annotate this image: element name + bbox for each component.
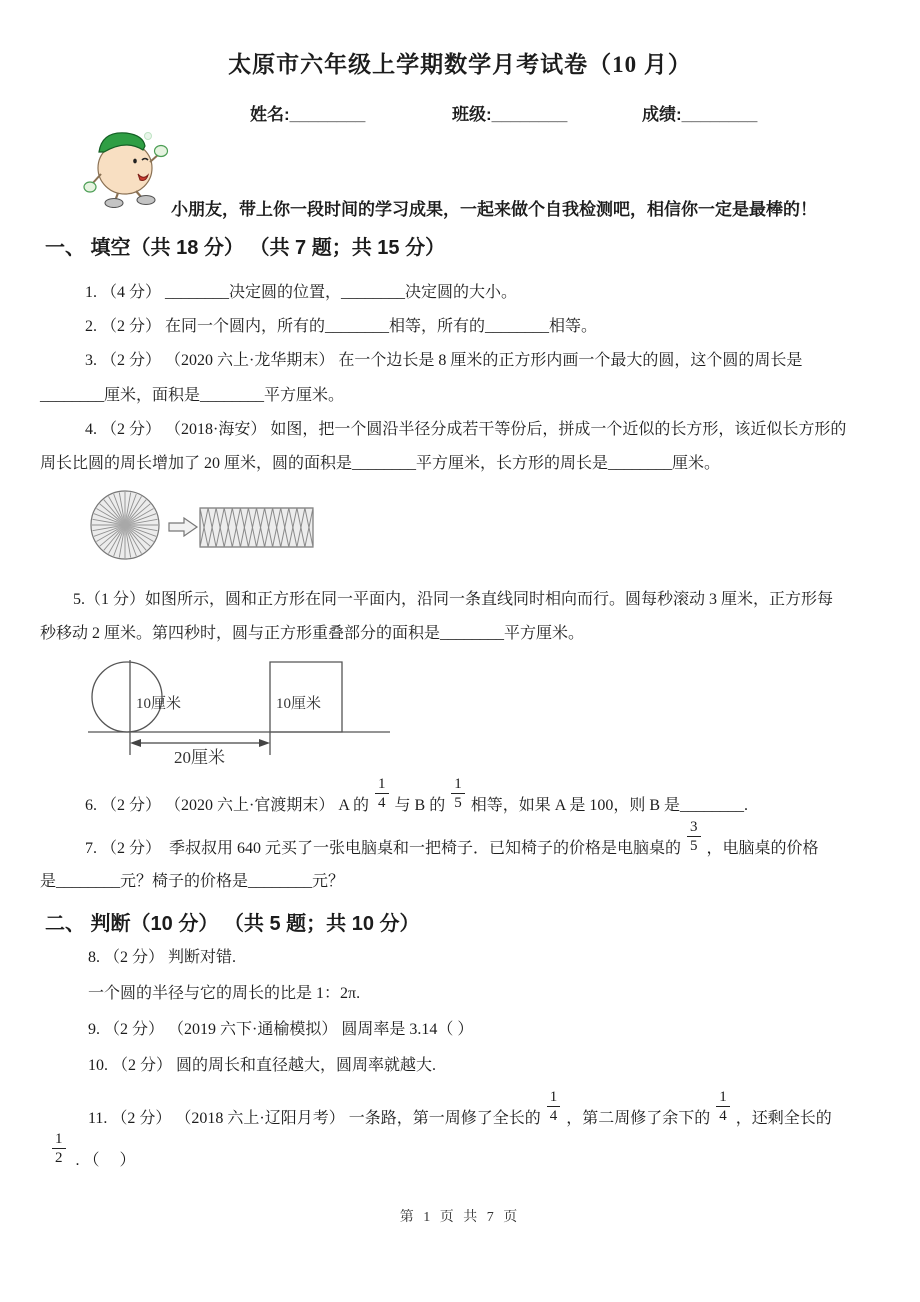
section-2-heading: 二、 判断（10 分） （共 5 题；共 10 分）: [45, 913, 420, 935]
fraction-three-fifths: $\frac{3}{5}$: [687, 818, 701, 855]
question-7-line2: 是________元？椅子的价格是________元？: [40, 873, 345, 890]
question-4-line1: 4. （2 分） （2018·海安） 如图，把一个圆沿半径分成若干等份后，拼成一个近似的长方形，该近似长方形的: [85, 421, 847, 438]
name-field: 姓名:________: [250, 105, 366, 124]
question-10: 10. （2 分） 圆的周长和直径越大，圆周率就越大.: [88, 1057, 437, 1074]
question-5-line2: 秒移动 2 厘米。第四秒时，圆与正方形重叠部分的面积是________平方厘米。: [40, 625, 585, 642]
question-8-line2: 一个圆的半径与它的周长的比是 1：2π.: [88, 985, 361, 1002]
page-footer: 第 1 页 共 7 页: [399, 1210, 521, 1225]
fraction-one-fourth: $\frac{1}{4}$: [547, 1088, 561, 1125]
fraction-one-fourth: $\frac{1}{4}$: [716, 1088, 730, 1125]
question-6-text: 6. （2 分） （2020 六上·官渡期末） A 的: [85, 797, 370, 814]
motivation-text: 小朋友，带上你一段时间的学习成果，一起来做个自我检测吧，相信你一定是最棒的！: [171, 200, 817, 219]
distance-label: 20厘米: [174, 748, 225, 767]
arrow-icon: [169, 518, 197, 536]
fraction-one-half: $\frac{1}{2}$: [52, 1130, 66, 1167]
figure-rolling-circle-square: [78, 655, 398, 775]
question-3-line2: ________厘米，面积是________平方厘米。: [40, 387, 345, 404]
question-7-line1: 7. （2 分） 季叔叔用 640 元买了一张电脑桌和一把椅子．已知椅子的价格是电脑桌的 $\frac{3}{5}$ ，电脑桌的价格: [85, 819, 819, 857]
score-field: 成绩:________: [642, 105, 758, 124]
figure-circle-to-rectangle: [85, 487, 320, 582]
question-9: 9. （2 分） （2019 六下·通榆模拟） 圆周率是 3.14（ ）: [88, 1021, 474, 1038]
question-4-line2: 周长比圆的周长增加了 20 厘米，圆的面积是________平方厘米，长方形的周长是________厘米。: [40, 455, 721, 472]
mascot-shoe-left: [105, 199, 123, 208]
fraction-one-fifth: $\frac{1}{5}$: [451, 775, 465, 812]
question-5-line1: 5.（1 分）如图所示，圆和正方形在同一平面内，沿同一条直线同时相向而行。圆每秒滚动 3 厘米，正方形每: [73, 591, 834, 608]
mascot-icon: [82, 122, 170, 208]
mascot-cap-dot: [145, 133, 152, 140]
square-side-label: 10厘米: [276, 696, 322, 712]
mascot-shoe-right: [137, 196, 155, 205]
question-11-line1: 11. （2 分） （2018 六上·辽阳月考） 一条路，第一周修了全长的 $\frac{1}{4}$ ，第二周修了余下的 $\frac{1}{4}$ ，还剩全长的: [88, 1089, 832, 1127]
circle-diameter-label: 10厘米: [136, 696, 182, 712]
question-2: 2. （2 分） 在同一个圆内，所有的________相等，所有的________相等。: [85, 318, 598, 335]
question-11-line2: $\frac{1}{2}$ . （ ）: [52, 1130, 136, 1170]
mascot-hand-left: [84, 182, 96, 192]
fraction-one-fourth: $\frac{1}{4}$: [375, 775, 389, 812]
page-title: 太原市六年级上学期数学月考试卷（10 月）: [228, 52, 692, 77]
section-1-heading: 一、 填空（共 18 分） （共 7 题；共 15 分）: [45, 237, 446, 259]
question-6: 6. （2 分） （2020 六上·官渡期末） A 的 $\frac{1}{4}$ 与 B 的 $\frac{1}{5}$ 相等，如果 A 是 100，则 B 是________.: [85, 776, 749, 814]
class-field: 班级:________: [452, 105, 568, 124]
sector-circle-center: [115, 515, 135, 535]
question-1: 1. （4 分） ________决定圆的位置，________决定圆的大小。: [85, 284, 518, 301]
question-3-line1: 3. （2 分） （2020 六上·龙华期末） 在一个边长是 8 厘米的正方形内画一个最大的圆，这个圆的周长是: [85, 352, 803, 369]
question-8-line1: 8. （2 分） 判断对错.: [88, 949, 237, 966]
mascot-hand-right: [155, 146, 168, 157]
